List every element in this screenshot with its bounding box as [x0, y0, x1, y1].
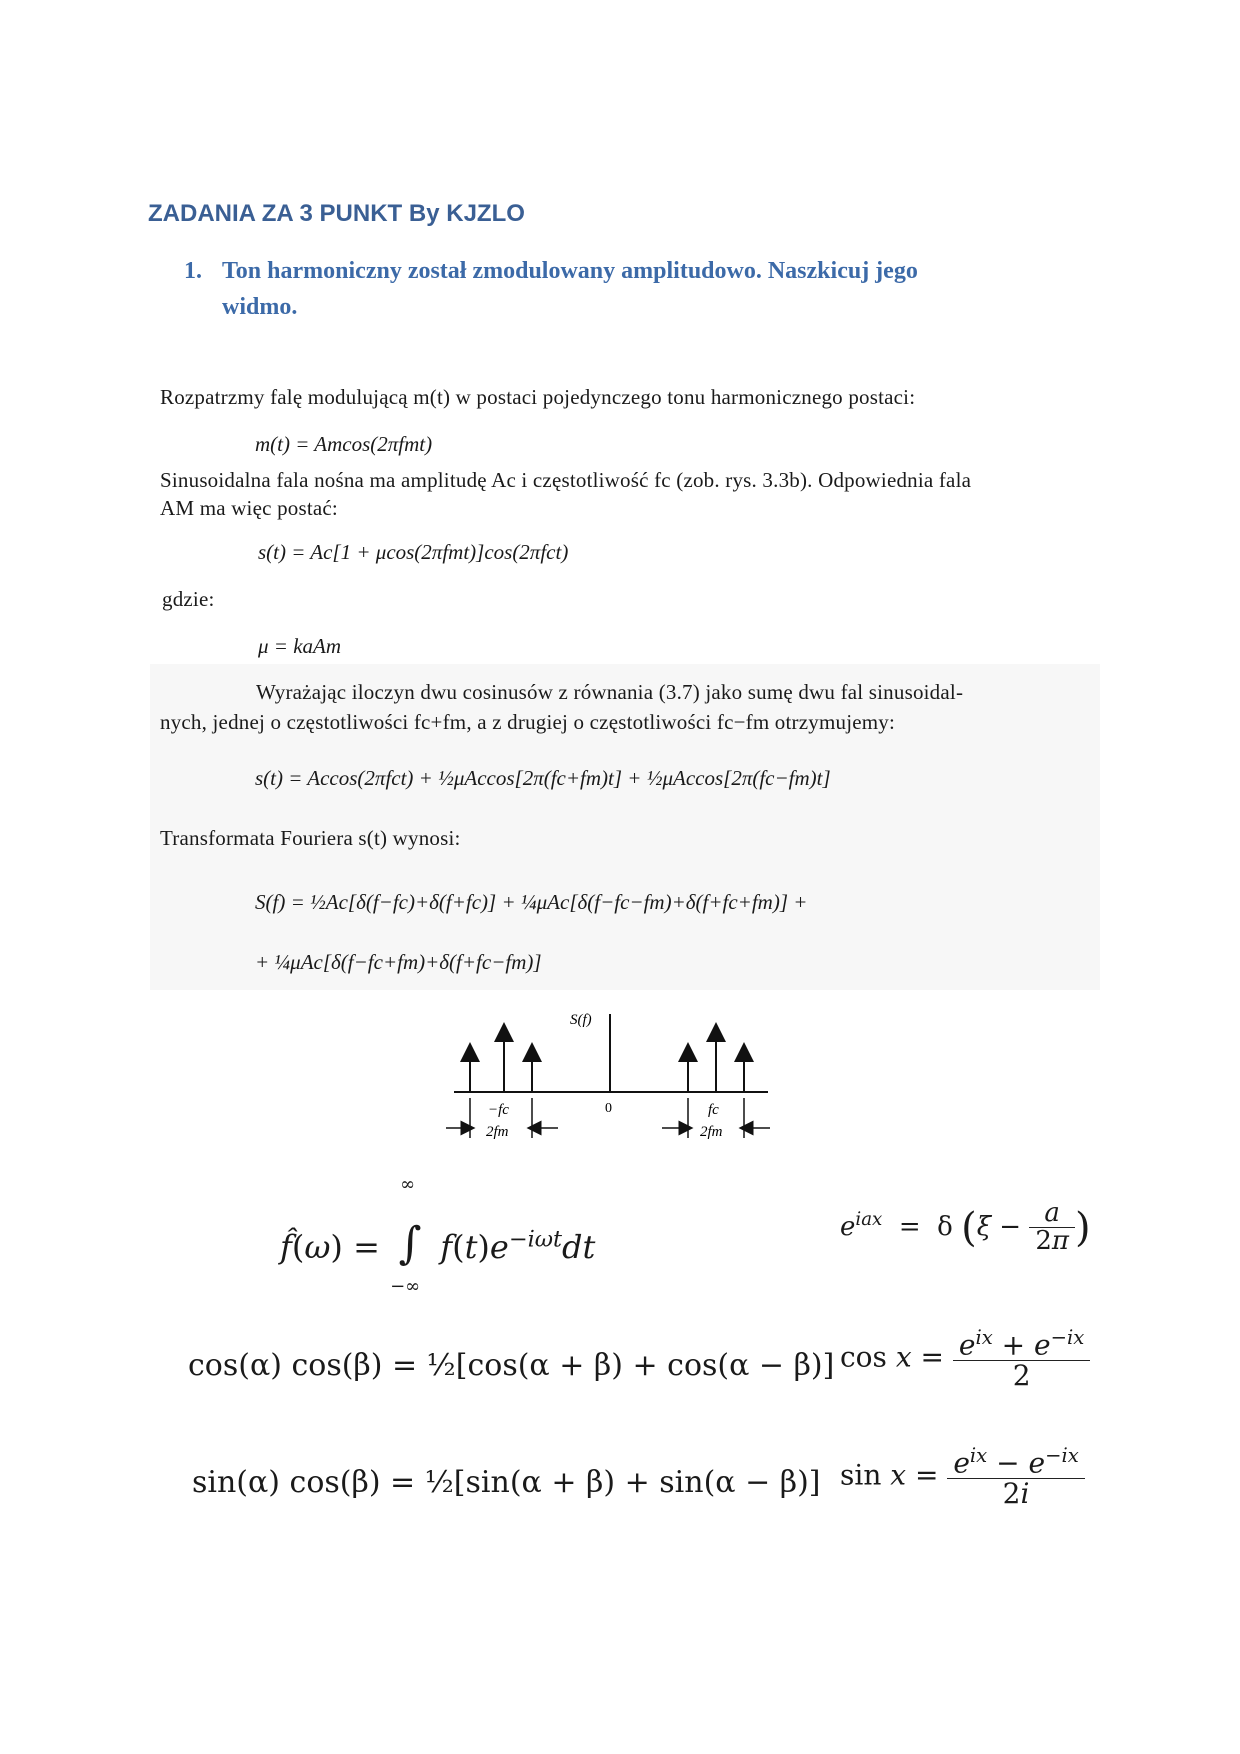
equation-s-t: s(t) = Ac[1 + μcos(2πfmt)]cos(2πfct): [258, 540, 569, 564]
equation-fourier-a: S(f) = ½Ac[δ(f−fc)+δ(f+fc)] + ¼μAc[δ(f−fc−fm)+δ(f+fc+fm)] +: [255, 890, 808, 914]
equation-mu: μ = kaAm: [258, 634, 342, 658]
formula-cos-euler-render: cos x = $\frac{e^{ix} + e^{-ix}}{2}$: [840, 1328, 1090, 1390]
spectrum-diagram: [440, 1000, 780, 1160]
paragraph-4b: nych, jednej o częstotliwości fc+fm, a z drugiej o częstotliwości fc−fm otrzymujemy:: [160, 710, 896, 734]
equation-fourier-b: + ¼μAc[δ(f−fc+fm)+δ(f+fc−fm)]: [255, 950, 542, 974]
formula-sin-euler-render: sin x = $\frac{e^{ix} - e^{-ix}}{2i}$: [840, 1446, 1085, 1508]
question-line-1: Ton harmoniczny został zmodulowany amplitudowo. Naszkicuj jego: [222, 258, 918, 284]
spectrum-axis-label: S(f): [570, 1012, 592, 1028]
equation-s-t-expanded: s(t) = Accos(2πfct) + ½μAccos[2π(fc+fm)t] + ½μAccos[2π(fc−fm)t]: [255, 766, 831, 790]
neg-carrier-label: −fc: [488, 1102, 509, 1118]
paragraph-2b: AM ma więc postać:: [160, 496, 338, 520]
formula-cos-product: cos(α) cos(β) = ½[cos(α + β) + cos(α − β)]: [188, 1348, 835, 1383]
question-number: 1.: [184, 258, 202, 284]
formula-delta-render: $e^{iax} = \delta$ (ξ − $\frac{a}{2\pi}$ ): [840, 1198, 1091, 1257]
pos-carrier-label: fc: [708, 1102, 719, 1118]
page-title: ZADANIA ZA 3 PUNKT By KJZLO: [148, 200, 525, 227]
question-line-2: widmo.: [222, 294, 298, 320]
paragraph-1: Rozpatrzmy falę modulującą m(t) w postaci pojedynczego tonu harmonicznego postaci:: [160, 385, 916, 409]
equation-m-t: m(t) = Amcos(2πfmt): [255, 432, 433, 456]
width-label-right: 2fm: [700, 1124, 723, 1140]
width-label-left: 2fm: [486, 1124, 509, 1140]
paragraph-gdzie: gdzie:: [162, 587, 215, 611]
paragraph-5: Transformata Fouriera s(t) wynosi:: [160, 826, 461, 850]
formula-fourier-render: f̂(ω) = ∞ ∫ −∞ $f(t)e^{-i\omega t}dt$: [280, 1174, 596, 1297]
formula-sin-product: sin(α) cos(β) = ½[sin(α + β) + sin(α − β)]: [192, 1465, 821, 1500]
paragraph-4a: Wyrażając iloczyn dwu cosinusów z równania (3.7) jako sumę dwu fal sinusoidal-: [256, 680, 964, 704]
paragraph-2a: Sinusoidalna fala nośna ma amplitudę Ac i częstotliwość fc (zob. rys. 3.3b). Odpowiednia fala: [160, 468, 972, 492]
zero-label: 0: [605, 1101, 612, 1116]
